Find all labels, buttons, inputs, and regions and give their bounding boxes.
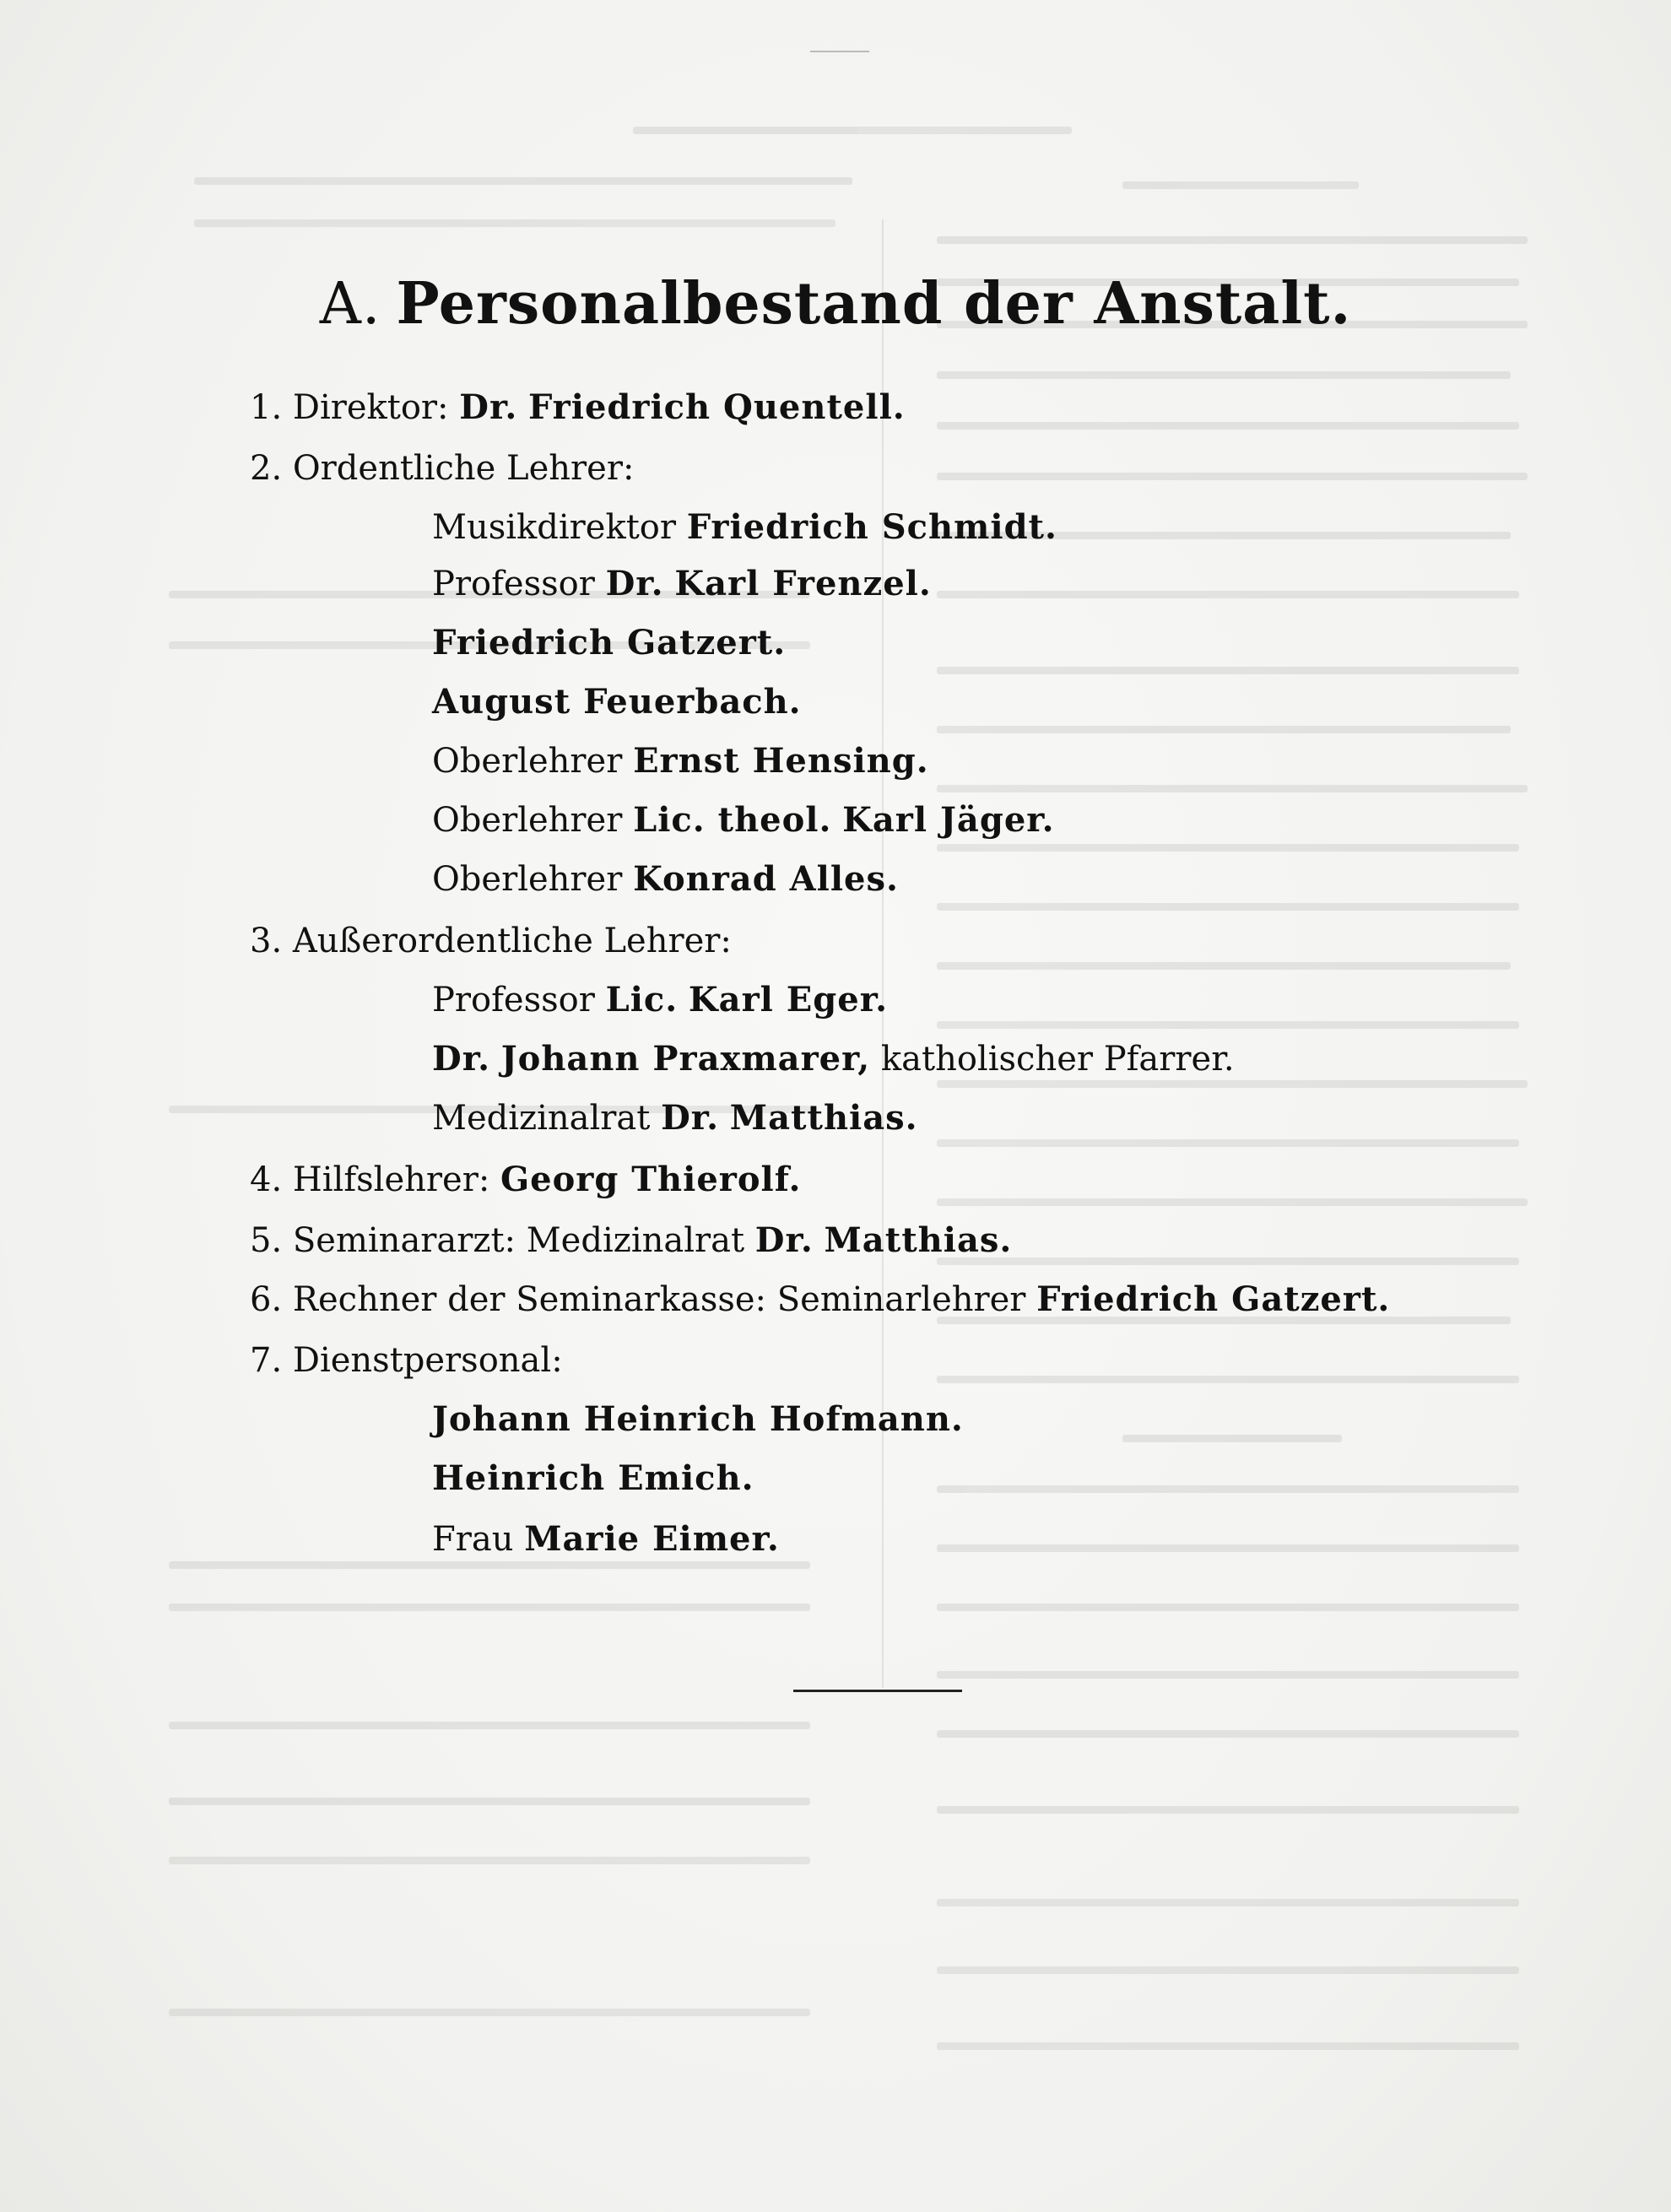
- entry-teacher: Friedrich Gatzert.: [432, 623, 787, 663]
- entry-treasurer: 6. Rechner der Seminarkasse: Seminarlehrer Friedrich Gatzert.: [250, 1279, 1391, 1319]
- entry-teacher: Oberlehrer Konrad Alles.: [432, 859, 899, 899]
- entry-teacher: August Feuerbach.: [432, 682, 802, 722]
- top-margin-mark: [810, 51, 869, 52]
- section-title: [0, 270, 1671, 338]
- entry-teacher: Professor Lic. Karl Eger.: [432, 980, 889, 1019]
- entry-assistant-teacher: 4. Hilfslehrer: Georg Thierolf.: [250, 1160, 802, 1199]
- entry-teacher: Musikdirektor Friedrich Schmidt.: [432, 507, 1057, 547]
- heading-service-staff: 7. Dienstpersonal:: [250, 1341, 563, 1380]
- entry-director: 1. Direktor: Dr. Friedrich Quentell.: [250, 387, 906, 427]
- entry-staff: Heinrich Emich.: [432, 1458, 754, 1498]
- section-title-text: Personalbestand der Anstalt.: [396, 270, 1352, 338]
- entry-teacher: Oberlehrer Lic. theol. Karl Jäger.: [432, 800, 1055, 840]
- closing-rule: [793, 1690, 962, 1692]
- entry-teacher: Dr. Johann Praxmarer, katholischer Pfarrer.: [432, 1039, 1235, 1079]
- heading-regular-teachers: 2. Ordentliche Lehrer:: [250, 449, 635, 488]
- entry-staff: Johann Heinrich Hofmann.: [432, 1399, 964, 1439]
- entry-seminary-doctor: 5. Seminararzt: Medizinalrat Dr. Matthias.: [250, 1220, 1013, 1260]
- entry-teacher: Medizinalrat Dr. Matthias.: [432, 1098, 918, 1138]
- entry-staff: Frau Marie Eimer.: [432, 1519, 780, 1559]
- entry-teacher: Professor Dr. Karl Frenzel.: [432, 564, 932, 603]
- section-letter: A.: [319, 271, 381, 338]
- heading-extraordinary-teachers: 3. Außerordentliche Lehrer:: [250, 922, 732, 960]
- entry-teacher: Oberlehrer Ernst Hensing.: [432, 741, 929, 781]
